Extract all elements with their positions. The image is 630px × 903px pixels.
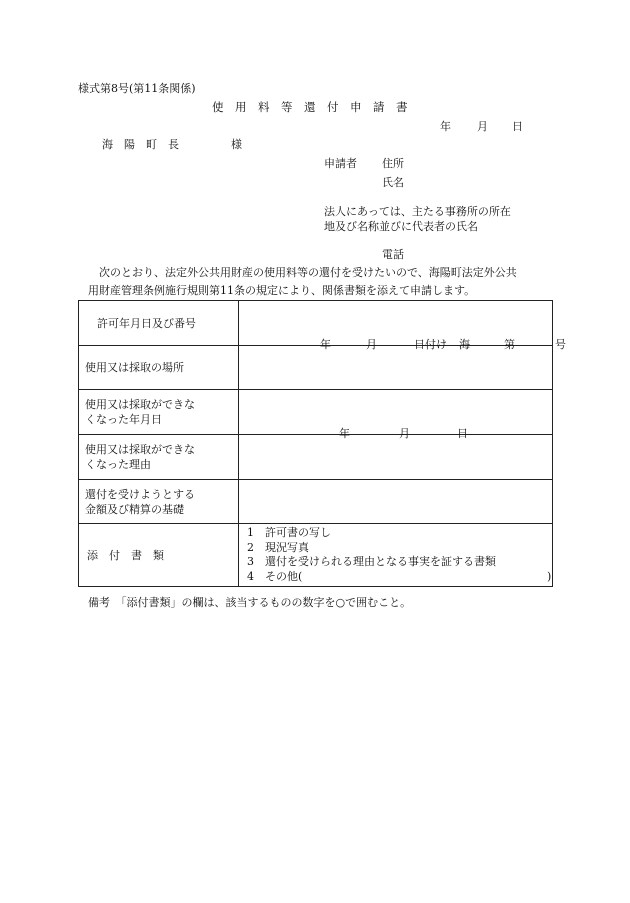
attachment-item-1[interactable]: 1 許可書の写し [247, 526, 331, 539]
date-unable-label-line2: くなった年月日 [85, 413, 162, 426]
corp-note-line2: 地及び名称並びに代表者の氏名 [324, 220, 478, 233]
date-unable-label [79, 390, 239, 435]
permit-dai: 第 [504, 338, 515, 351]
row-amount [79, 480, 553, 524]
date-day-label: 日 [512, 120, 523, 133]
permit-kaiyo: 海 [459, 338, 470, 351]
permit-dated: 日付け [414, 338, 447, 351]
reason-label [79, 435, 239, 480]
date-month-label: 月 [477, 120, 488, 133]
attachments-value-cell [239, 524, 553, 587]
amount-label [79, 480, 239, 524]
attachment-item-2[interactable]: 2 現況写真 [247, 540, 309, 554]
amount-label-line1: 還付を受けようとする [85, 487, 195, 501]
attachments-list [239, 526, 552, 584]
amount-value-cell[interactable] [239, 480, 553, 524]
date-unable-month: 月 [399, 427, 410, 440]
applicant-name-label: 氏名 [382, 176, 404, 189]
applicant-phone-label: 電話 [382, 248, 404, 261]
date-unable-year: 年 [339, 427, 350, 440]
body-text-line2: 用財産管理条例施行規則第11条の規定により、関係書類を添えて申請します。 [88, 284, 476, 297]
attachment-item-4[interactable] [247, 570, 552, 585]
row-date-unable [79, 390, 553, 435]
form-number: 様式第8号(第11条関係) [78, 82, 196, 95]
row-place [79, 346, 553, 390]
date-unable-label-line1: 使用又は採取ができな [85, 398, 195, 411]
date-unable-value-cell[interactable] [239, 390, 553, 440]
attachment-item-4-close: ) [547, 569, 552, 583]
body-text-line1: 次のとおり、法定外公共用財産の使用料等の還付を受けたいので、海陽町法定外公共 [99, 266, 517, 279]
form-title: 使 用 料 等 還 付 申 請 書 [212, 100, 408, 114]
permit-month: 月 [366, 338, 377, 351]
permit-year: 年 [320, 338, 331, 351]
remarks: 備考 「添付書類」の欄は、該当するものの数字を○で囲むこと。 [88, 596, 412, 609]
reason-label-line1: 使用又は採取ができな [85, 443, 195, 456]
amount-label-line2: 金額及び精算の基礎 [85, 502, 184, 516]
attachment-item-3[interactable]: 3 還付を受けられる理由となる事実を証する書類 [247, 555, 496, 568]
row-reason [79, 435, 553, 480]
place-value-cell[interactable] [239, 346, 553, 390]
attachments-label: 添 付 書 類 [79, 524, 239, 587]
addressee-town-head: 海 陽 町 長 [102, 138, 179, 151]
applicant-label: 申請者 [324, 157, 357, 170]
corp-note-line1: 法人にあっては、主たる事務所の所在 [324, 205, 511, 218]
reason-label-line2: くなった理由 [85, 458, 151, 471]
row-permit [79, 301, 553, 346]
permit-go: 号 [555, 338, 566, 351]
application-table [78, 300, 566, 587]
addressee-honorific: 様 [231, 138, 242, 151]
date-unable-day: 日 [457, 427, 468, 440]
attachment-item-4-text: 4 その他( [247, 569, 303, 583]
row-attachments [79, 524, 553, 587]
applicant-address-label: 住所 [382, 157, 404, 170]
permit-value-cell[interactable] [239, 301, 566, 351]
place-label: 使用又は採取の場所 [79, 346, 239, 390]
reason-value-cell[interactable] [239, 435, 553, 480]
permit-label: 許可年月日及び番号 [79, 301, 239, 346]
date-year-label: 年 [440, 120, 451, 133]
